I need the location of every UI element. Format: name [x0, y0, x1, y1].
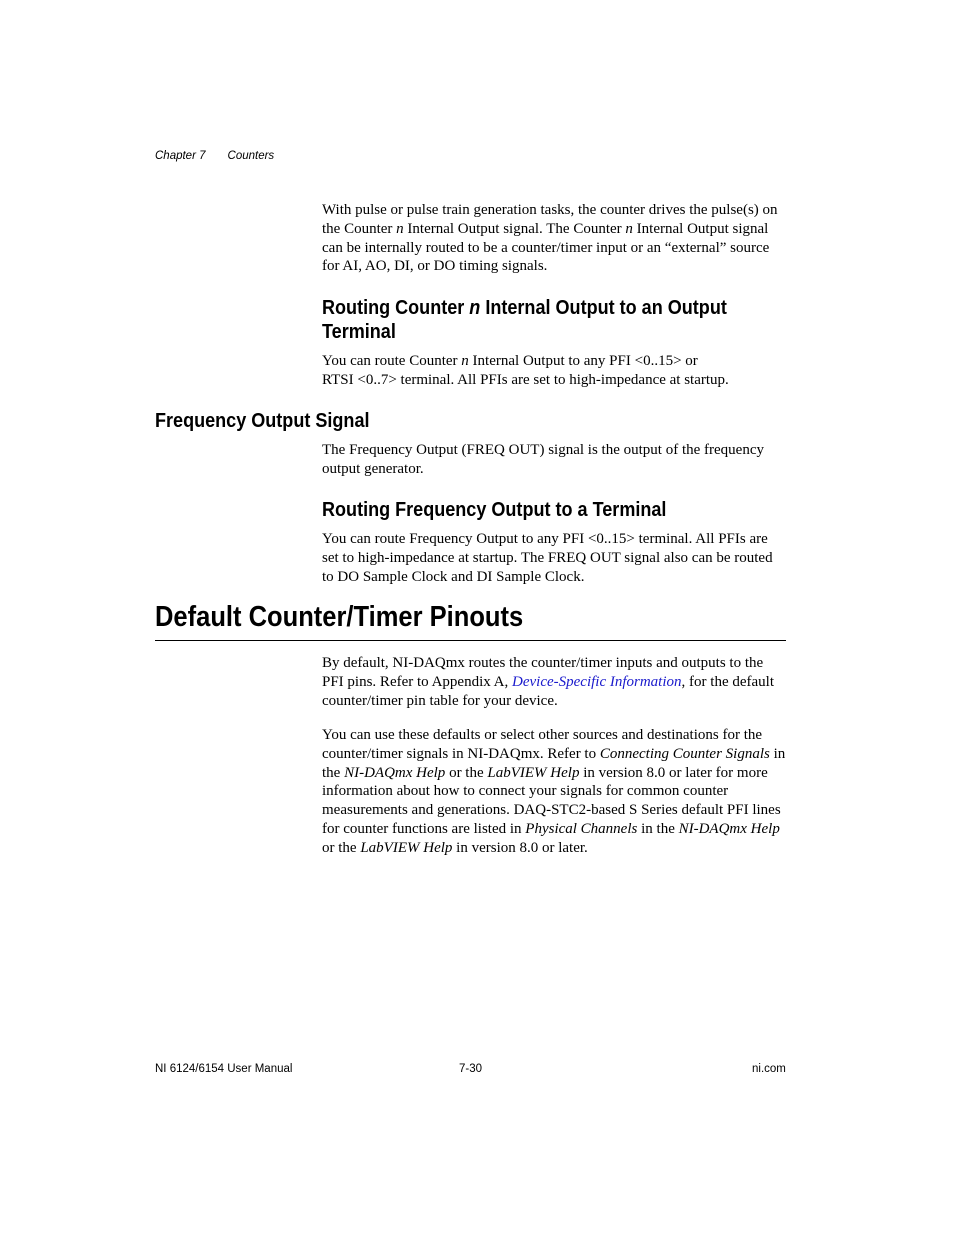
routing-frequency-paragraph: You can route Frequency Output to any PFI <0..15> terminal. All PFIs are set to high-impedance at startup. The FREQ OUT signal also can be routed to DO Sample Clock and DI Sample Clock. [322, 531, 773, 585]
heading-rule [155, 640, 786, 641]
heading-frequency-output-signal: Frequency Output Signal [155, 409, 370, 432]
text-run: or the [445, 764, 488, 781]
text-run: or the [322, 839, 361, 856]
italic-title: Connecting Counter Signals [599, 745, 770, 762]
text-run: You can use these defaults or select other sources and destinations for the counter/timer signals in NI-DAQmx. Refer to [322, 727, 763, 762]
italic-n: n [396, 220, 404, 237]
heading-run: Routing Counter [322, 296, 470, 319]
italic-title: NI-DAQmx Help [678, 820, 780, 837]
routing-internal-paragraph [322, 352, 787, 390]
default-pinouts-paragraph-2 [322, 726, 787, 858]
italic-title: LabVIEW Help [360, 839, 453, 856]
text-run: Internal Output signal. The Counter [403, 220, 626, 237]
intro-paragraph [322, 201, 787, 276]
text-run: , for the default counter/timer pin table for your device. [322, 673, 774, 709]
heading-default-counter-timer-pinouts: Default Counter/Timer Pinouts [155, 601, 524, 633]
italic-title: Physical Channels [525, 820, 638, 837]
text-run: With pulse or pulse train generation tasks, the counter drives the pulse(s) on the Counter [322, 202, 778, 237]
footer-manual-title: NI 6124/6154 User Manual [155, 1063, 293, 1075]
text-run: in version 8.0 or later for more information about how to connect your signals for common counter measurements and generations. DAQ-STC2-based S Series default PFI lines for counter functions are listed in [322, 764, 781, 837]
running-header [155, 150, 274, 162]
heading-run: Internal Output to an Output [480, 296, 727, 319]
heading-run: Terminal [322, 320, 396, 343]
frequency-output-paragraph: The Frequency Output (FREQ OUT) signal is the output of the frequency output generator. [322, 442, 764, 477]
heading-italic-n: n [469, 296, 481, 319]
default-pinouts-paragraph-1 [322, 654, 787, 710]
text-run: in the [322, 745, 786, 781]
footer-website: ni.com [752, 1063, 786, 1075]
footer-page-number: 7-30 [459, 1063, 483, 1075]
italic-title: LabVIEW Help [487, 764, 580, 781]
italic-n: n [625, 220, 633, 237]
text-run: Internal Output to any PFI <0..15> or [468, 353, 698, 369]
heading-routing-internal-output [322, 296, 731, 344]
text-run: in version 8.0 or later. [452, 839, 588, 856]
device-specific-information-link[interactable]: Device-Specific Information [512, 673, 682, 690]
text-run: By default, NI-DAQmx routes the counter/timer inputs and outputs to the PFI pins. Refer to Appendix A, [322, 655, 764, 690]
text-run: RTSI <0..7> terminal. All PFIs are set to high-impedance at startup. [322, 371, 729, 388]
text-run: in the [637, 820, 679, 837]
text-run: You can route Counter [322, 353, 462, 369]
italic-n: n [461, 353, 469, 369]
header-section: Counters [227, 150, 275, 162]
italic-title: NI-DAQmx Help [344, 764, 446, 781]
header-chapter: Chapter 7 [155, 150, 206, 162]
text-run: Internal Output signal can be internally routed to be a counter/timer input or an “external” source for AI, AO, DI, or DO timing signals. [322, 220, 770, 275]
heading-routing-frequency-output: Routing Frequency Output to a Terminal [322, 498, 667, 521]
